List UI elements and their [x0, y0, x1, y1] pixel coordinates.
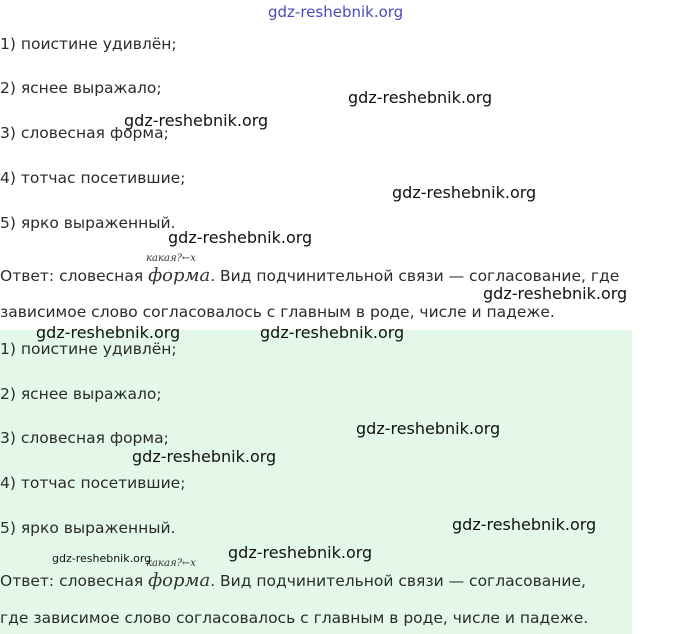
list-item: 5) ярко выраженный.: [0, 214, 176, 232]
list-item: 2) яснее выражало;: [0, 79, 162, 97]
watermark: gdz-reshebnik.org: [36, 323, 181, 342]
answer-prefix: Ответ: словесная: [0, 572, 149, 590]
watermark: gdz-reshebnik.org: [124, 111, 269, 130]
answer-rest: . Вид подчинительной связи — согласование,: [210, 572, 586, 590]
watermark: gdz-reshebnik.org: [228, 543, 373, 562]
list-item: 4) тотчас посетившие;: [0, 169, 186, 187]
watermark: gdz-reshebnik.org: [452, 515, 597, 534]
answer-note: какая?←х: [146, 253, 196, 264]
answer-line-2: где зависимое слово согласовалось с главным в роде, числе и падеже.: [0, 609, 589, 627]
watermark: gdz-reshebnik.org: [260, 323, 405, 342]
list-item: 5) ярко выраженный.: [0, 519, 176, 537]
answer-prefix: Ответ: словесная: [0, 267, 149, 285]
answer-note: какая?←х: [146, 558, 196, 569]
list-item: 3) словесная форма;: [0, 124, 169, 142]
list-item: 4) тотчас посетившие;: [0, 474, 186, 492]
watermark: gdz-reshebnik.org: [483, 284, 628, 303]
watermark: gdz-reshebnik.org: [392, 183, 537, 202]
answer-word-text: форма: [148, 570, 211, 591]
answer-rest: . Вид подчинительной связи — согласование, где: [210, 267, 620, 285]
list-item: 3) словесная форма;: [0, 429, 169, 447]
watermark: gdz-reshebnik.org: [132, 447, 277, 466]
list-item: 1) поистине удивлён;: [0, 340, 177, 358]
answer-word: [146, 253, 211, 286]
answer-line-2: зависимое слово согласовалось с главным в роде, числе и падеже.: [0, 303, 555, 321]
list-item: 2) яснее выражало;: [0, 385, 162, 403]
answer-line: [0, 253, 620, 286]
watermark-top-link[interactable]: gdz-reshebnik.org: [268, 3, 404, 21]
answer-word: [146, 558, 211, 591]
list-item: 1) поистине удивлён;: [0, 35, 177, 53]
watermark: gdz-reshebnik.org: [52, 552, 152, 565]
watermark: gdz-reshebnik.org: [348, 88, 493, 107]
watermark: gdz-reshebnik.org: [356, 419, 501, 438]
watermark: gdz-reshebnik.org: [168, 228, 313, 247]
answer-word-text: форма: [148, 265, 211, 286]
